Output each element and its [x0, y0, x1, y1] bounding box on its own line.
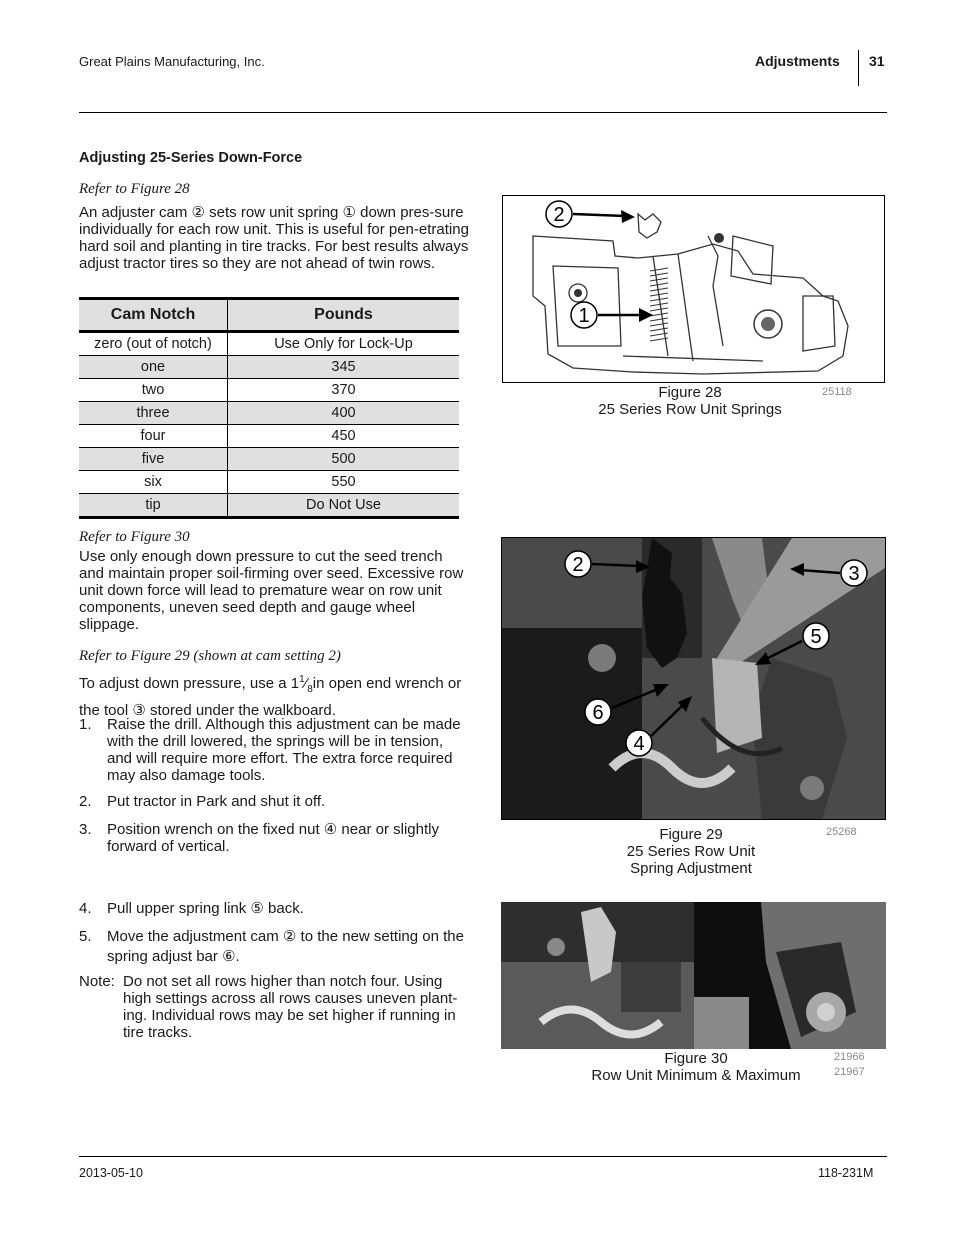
figure-30-caption: Figure 30 Row Unit Minimum & Maximum — [591, 1050, 801, 1084]
table-header-row — [79, 299, 459, 332]
col-header-cam-notch: Cam Notch — [79, 299, 228, 332]
pressure-paragraph: Use only enough down pressure to cut the seed trench and maintain proper soil-firming over seed. Excessive row unit down force will lead to premature wear on row unit components, uneven seed depth and gauge wheel slippage. — [79, 548, 464, 633]
cam-notch-cell: two — [79, 379, 228, 402]
figure-28-image — [502, 195, 885, 383]
header-rule — [79, 112, 887, 113]
pounds-cell: 550 — [228, 471, 460, 494]
figure-30-photos — [501, 902, 886, 1049]
header-divider — [858, 50, 859, 86]
callout-6-label: 6 — [592, 702, 604, 724]
footer-doc-number: 118-231M — [818, 1166, 874, 1180]
ref-figure-28: Refer to Figure 28 — [79, 181, 190, 197]
note-text: Do not set all rows higher than notch four. Using high settings across all rows causes uneven plant-ing. Individual rows may be set higher if running in tire tracks. — [123, 973, 458, 1041]
callout-5-label: 5 — [810, 626, 822, 648]
pounds-cell: 370 — [228, 379, 460, 402]
wrench-paragraph: To adjust down pressure, use a $1^1⁄_8in$ open end wrench or the tool ③ stored under the walkboard. — [79, 674, 462, 719]
pounds-cell: Do Not Use — [228, 494, 460, 518]
footer-date: 2013-05-10 — [79, 1166, 143, 1180]
cam-notch-cell: three — [79, 402, 228, 425]
pounds-cell: 500 — [228, 448, 460, 471]
table-row — [79, 425, 459, 448]
page-number: 31 — [869, 53, 885, 69]
col-header-pounds: Pounds — [228, 299, 460, 332]
min-max-photos — [501, 902, 886, 1049]
row-unit-springs-drawing — [503, 196, 884, 382]
table-row — [79, 471, 459, 494]
note — [79, 973, 471, 1041]
ref-figure-29: Refer to Figure 29 (shown at cam setting 2) — [79, 648, 341, 664]
callout-2-label: 2 — [553, 204, 565, 226]
list-item: 4. Pull upper spring link ⑤ back. — [79, 900, 304, 917]
pounds-cell: Use Only for Lock-Up — [228, 332, 460, 356]
spring-adjustment-photo — [502, 538, 885, 819]
table-row — [79, 402, 459, 425]
cam-notch-cell: four — [79, 425, 228, 448]
callout-3-label: 3 — [848, 563, 860, 585]
callout-1-label: 1 — [578, 305, 590, 327]
table-row — [79, 494, 459, 518]
callout-2-label: 2 — [572, 554, 584, 576]
table-row — [79, 379, 459, 402]
figure-30-id-1: 21966 — [834, 1051, 865, 1063]
pounds-cell: 345 — [228, 356, 460, 379]
note-label: Note: — [79, 973, 115, 990]
figure-28-id: 25118 — [822, 386, 852, 398]
section-title: Adjusting 25-Series Down-Force — [79, 150, 303, 166]
table-row — [79, 356, 459, 379]
cam-notch-cell: one — [79, 356, 228, 379]
cam-notch-cell: tip — [79, 494, 228, 518]
pounds-cell: 400 — [228, 402, 460, 425]
company-name: Great Plains Manufacturing, Inc. — [79, 54, 265, 69]
ref-figure-30: Refer to Figure 30 — [79, 529, 190, 545]
list-item: 2. Put tractor in Park and shut it off. — [79, 793, 326, 810]
list-item: 1. Raise the drill. Although this adjustment can be made with the drill lowered, the springs will be in tension, and will require more effort. The extra force required may also damage tools. — [79, 716, 461, 784]
list-item: 3. Position wrench on the fixed nut ④ near or slightly forward of vertical. — [79, 821, 439, 855]
intro-paragraph: An adjuster cam ② sets row unit spring ① down pres-sure individually for each row unit. This is useful for pen-etrating hard soil and planting in tire tracks. For best results always adjust tractor tires so they are not ahead of twin rows. — [79, 204, 469, 272]
figure-29-id: 25268 — [826, 826, 857, 838]
footer-rule — [79, 1156, 887, 1157]
cam-notch-table — [79, 297, 459, 519]
callout-4-label: 4 — [633, 733, 645, 755]
table-row — [79, 448, 459, 471]
figure-30-id-2: 21967 — [834, 1066, 865, 1078]
figure-29-caption: Figure 29 25 Series Row Unit Spring Adjustment — [626, 826, 756, 877]
cam-notch-cell: six — [79, 471, 228, 494]
cam-notch-cell: zero (out of notch) — [79, 332, 228, 356]
list-item: 5. Move the adjustment cam ② to the new setting on the spring adjust bar ⑥. — [79, 928, 464, 965]
pounds-cell: 450 — [228, 425, 460, 448]
cam-notch-cell: five — [79, 448, 228, 471]
figure-29-photo — [501, 537, 886, 820]
section-name: Adjustments — [755, 53, 840, 69]
table-row — [79, 332, 459, 356]
figure-28-caption: Figure 28 25 Series Row Unit Springs — [598, 384, 782, 418]
